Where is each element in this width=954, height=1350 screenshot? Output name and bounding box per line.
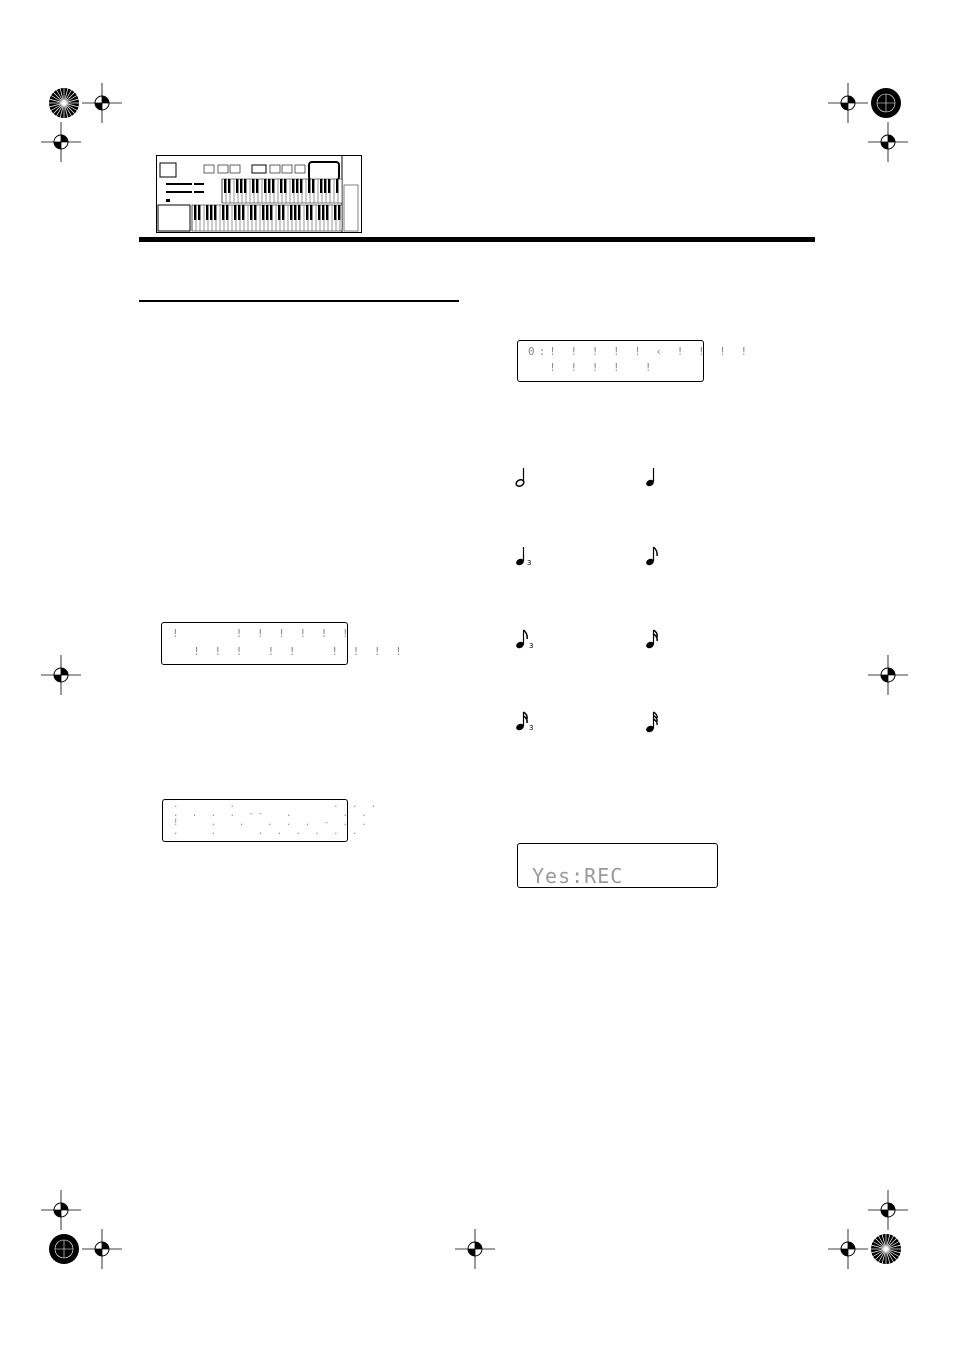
keyboard-black-key: [338, 205, 340, 220]
dotted-quarter-triplet-icon: [514, 545, 536, 567]
keyboard-black-key: [242, 205, 244, 220]
crosshair-registration-icon: [868, 122, 908, 162]
keyboard-black-key: [270, 205, 272, 220]
keyboard-black-key: [262, 205, 264, 220]
lcd-row-2: . . . . -- . . .: [173, 809, 371, 819]
keyboard-black-key: [284, 179, 286, 193]
keyboard-black-key: [264, 179, 266, 193]
crosshair-registration-icon: [868, 1190, 908, 1230]
keyboard-black-key: [236, 179, 238, 193]
keyboard-black-key: [240, 179, 242, 193]
keyboard-black-key: [206, 205, 208, 220]
crosshair-registration-icon: [828, 1229, 868, 1269]
keyboard-black-key: [224, 179, 226, 193]
starburst-registration-icon: [870, 1233, 902, 1265]
section-rule: [139, 300, 459, 302]
keyboard-black-key: [234, 205, 236, 220]
keyboard-black-key: [318, 205, 320, 220]
eighth-note-icon: [644, 545, 660, 567]
keyboard-black-key: [228, 179, 230, 193]
header-rule: [139, 237, 815, 242]
keyboard-black-key: [254, 205, 256, 220]
organ-keyboard-illustration-icon: [156, 155, 362, 233]
lcd-row-2: ! ! ! ! ! ! ! ! !: [172, 645, 406, 658]
keyboard-black-key: [194, 205, 196, 220]
lcd-row-4: . . . . . . . .: [173, 827, 362, 837]
keyboard-black-key: [266, 205, 268, 220]
keyboard-black-key: [336, 179, 338, 193]
keyboard-black-key: [280, 179, 282, 193]
keyboard-black-key: [226, 205, 228, 220]
half-note-icon: [514, 466, 530, 488]
lcd-row-1: 0:! ! ! ! ! ‹ ! ! ! !: [528, 345, 752, 358]
crosshair-registration-icon: [41, 655, 81, 695]
svg-text:3: 3: [529, 642, 534, 650]
keyboard-black-key: [198, 205, 200, 220]
keyboard-black-key: [298, 205, 300, 220]
keyboard-black-key: [244, 179, 246, 193]
svg-text:3: 3: [529, 724, 534, 732]
keyboard-black-key: [256, 179, 258, 193]
sixteenth-triplet-icon: [514, 710, 538, 732]
crosshair-registration-icon: [828, 83, 868, 123]
keyboard-black-key: [282, 205, 284, 220]
keyboard-black-key: [268, 179, 270, 193]
keyboard-black-key: [326, 205, 328, 220]
keyboard-black-key: [214, 205, 216, 220]
keyboard-black-key: [296, 179, 298, 193]
keyboard-black-key: [238, 205, 240, 220]
crosshair-registration-icon: [82, 83, 122, 123]
keyboard-black-key: [322, 205, 324, 220]
keyboard-black-key: [290, 205, 292, 220]
lcd-display-2: [161, 622, 406, 665]
keyboard-black-key: [310, 205, 312, 220]
keyboard-black-key: [292, 179, 294, 193]
starburst-registration-icon: [870, 87, 902, 119]
svg-text:3: 3: [527, 559, 532, 567]
keyboard-black-key: [306, 205, 308, 220]
keyboard-black-key: [300, 179, 302, 193]
keyboard-black-key: [210, 205, 212, 220]
starburst-registration-icon: [48, 1233, 80, 1265]
keyboard-black-key: [222, 205, 224, 220]
keyboard-black-key: [312, 179, 314, 193]
crosshair-registration-icon: [41, 122, 81, 162]
keyboard-black-key: [250, 205, 252, 220]
lcd-row-1: . . . . .: [173, 800, 381, 810]
keyboard-black-key: [308, 179, 310, 193]
keyboard-black-key: [334, 205, 336, 220]
eighth-triplet-icon: [514, 628, 538, 650]
keyboard-black-key: [278, 205, 280, 220]
quarter-note-icon: [644, 466, 660, 488]
keyboard-black-key: [328, 179, 330, 193]
crosshair-registration-icon: [41, 1190, 81, 1230]
lcd-display-3: [162, 799, 381, 842]
lcd-display-4: [517, 843, 718, 888]
keyboard-black-key: [252, 179, 254, 193]
keyboard-black-key: [272, 179, 274, 193]
lcd-row-1: ! ! ! ! ! ! !: [172, 627, 353, 640]
sixteenth-note-icon: [644, 628, 660, 650]
crosshair-registration-icon: [455, 1229, 495, 1269]
lcd-row-3: ! . . . . . - . .: [173, 818, 371, 828]
lcd-row-2: ! ! ! ! !: [528, 361, 656, 374]
keyboard-black-key: [320, 179, 322, 193]
lcd-display-1: [517, 340, 752, 382]
keyboard-black-key: [324, 179, 326, 193]
crosshair-registration-icon: [82, 1229, 122, 1269]
starburst-registration-icon: [48, 87, 80, 119]
lcd-confirm-text: Yes:REC: [532, 864, 624, 888]
crosshair-registration-icon: [868, 655, 908, 695]
keyboard-black-key: [294, 205, 296, 220]
thirty-second-note-icon: [644, 710, 660, 734]
